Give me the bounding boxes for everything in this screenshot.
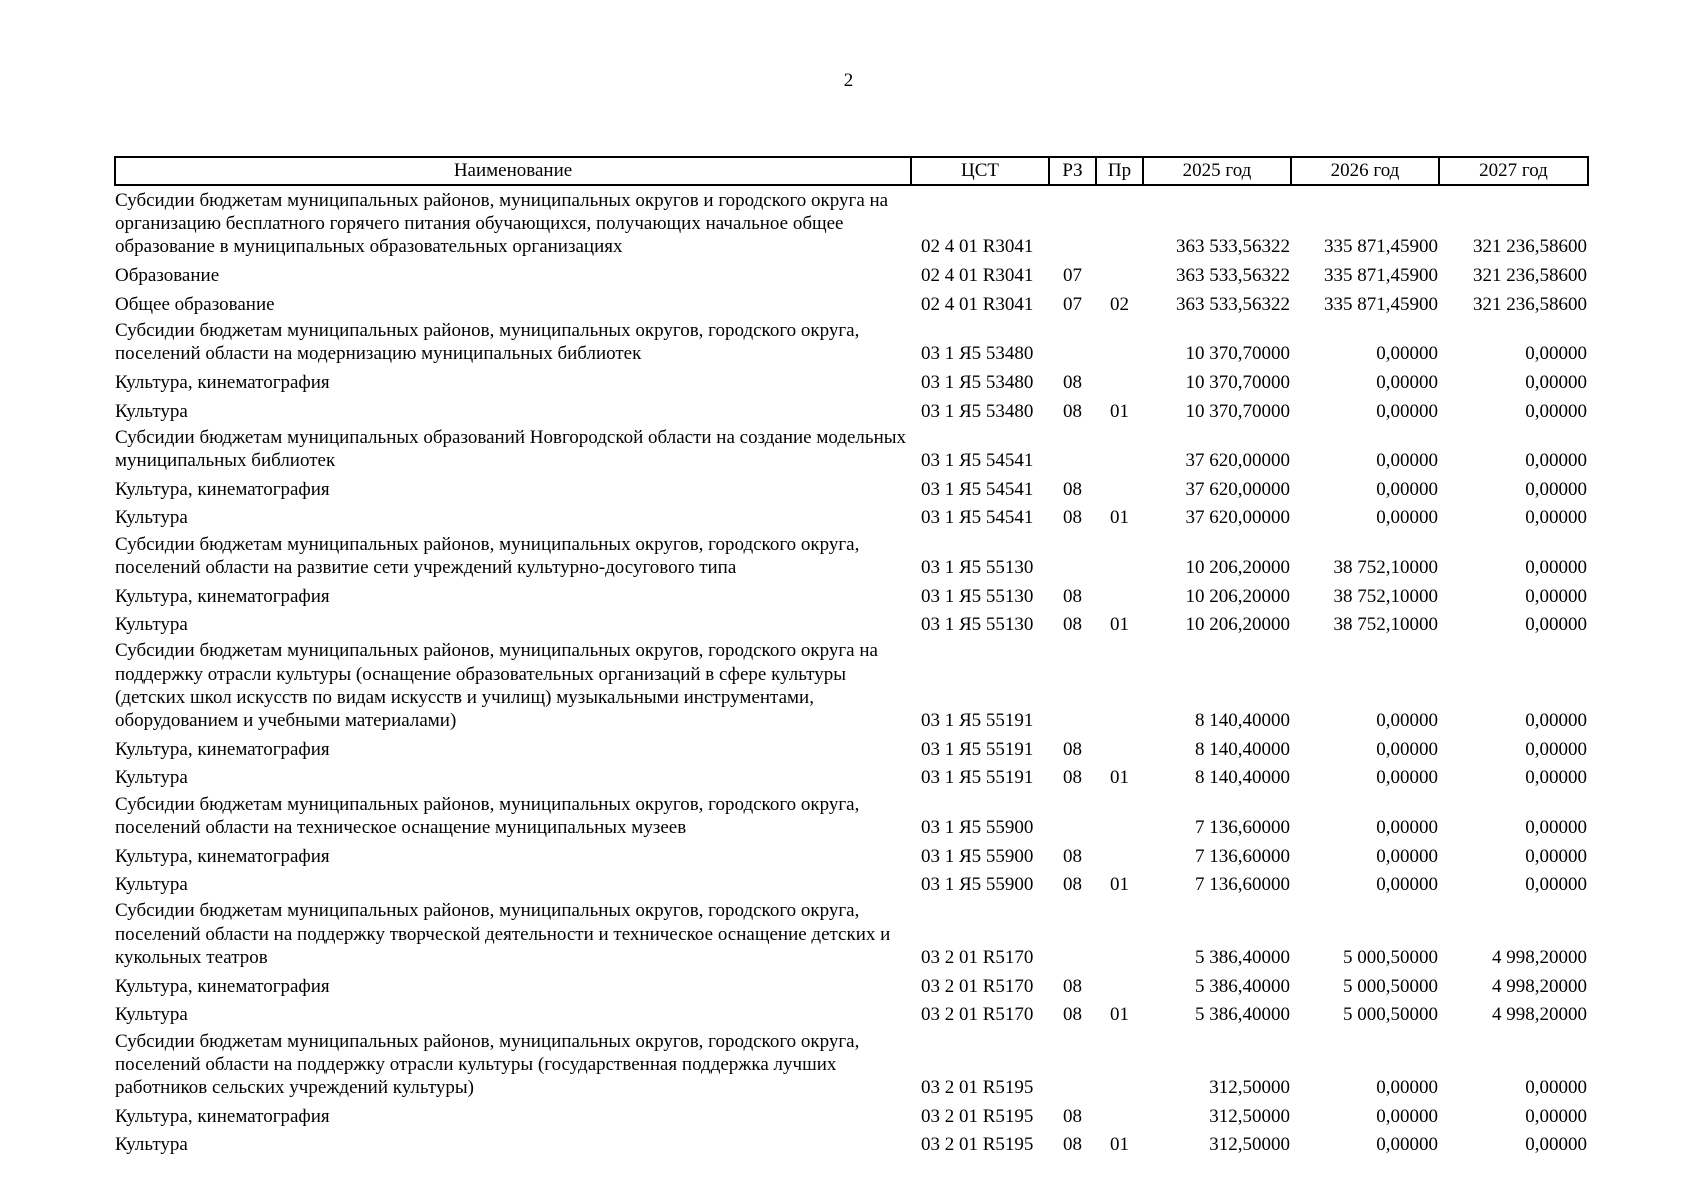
cell-cst: 03 1 Я5 55130 [921, 614, 1034, 636]
cell-2026: 0,00000 [1376, 874, 1438, 896]
cell-2027: 0,00000 [1525, 343, 1587, 365]
table-row [115, 1099, 1588, 1128]
cell-rz [1049, 316, 1096, 365]
cell-2027: 321 236,58600 [1473, 293, 1587, 315]
cell-2027: 0,00000 [1525, 710, 1587, 732]
cell-name: Культура, кинематография [115, 1105, 330, 1127]
cell-2026: 0,00000 [1376, 845, 1438, 867]
cell-pr: 01 [1110, 874, 1129, 896]
cell-2025: 363 533,56322 [1176, 293, 1290, 315]
cell-2026: 0,00000 [1376, 1134, 1438, 1156]
cell-rz [1049, 790, 1096, 839]
cell-name: Культура [115, 1004, 188, 1026]
table-row [115, 287, 1588, 316]
table-row [115, 530, 1588, 579]
cell-name: Культура, кинематография [115, 845, 330, 867]
cell-2027: 0,00000 [1525, 507, 1587, 529]
cell-rz: 08 [1063, 1004, 1082, 1026]
cell-2027: 0,00000 [1525, 478, 1587, 500]
table-header [115, 157, 1588, 185]
cell-name: Культура [115, 1134, 188, 1156]
table-row [115, 579, 1588, 608]
cell-2026: 335 871,45900 [1324, 265, 1438, 287]
cell-rz: 08 [1063, 400, 1082, 422]
cell-rz: 08 [1063, 975, 1082, 997]
cell-2027: 4 998,20000 [1492, 975, 1587, 997]
cell-2026: 0,00000 [1376, 400, 1438, 422]
cell-cst: 03 2 01 R5170 [921, 975, 1034, 997]
cell-name: Культура [115, 507, 188, 529]
table-row [115, 998, 1588, 1027]
cell-2027: 0,00000 [1525, 845, 1587, 867]
cell-pr [1096, 579, 1143, 608]
cell-2026: 0,00000 [1376, 371, 1438, 393]
cell-pr [1096, 259, 1143, 288]
cell-name: Субсидии бюджетам муниципальных районов, муниципальных округов, городского округа, поселений области на поддержку отрасли культуры (государственная поддержка лучших работников сельских учреждений культуры) [115, 1030, 860, 1098]
cell-2025: 312,50000 [1209, 1134, 1290, 1156]
cell-2027: 4 998,20000 [1492, 1004, 1587, 1026]
cell-pr: 01 [1110, 507, 1129, 529]
cell-rz [1049, 423, 1096, 472]
cell-cst: 03 2 01 R5170 [921, 1004, 1034, 1026]
cell-cst: 02 4 01 R3041 [921, 265, 1034, 287]
cell-rz: 08 [1063, 478, 1082, 500]
header-rz: РЗ [1049, 157, 1096, 185]
cell-cst: 03 1 Я5 55900 [921, 845, 1034, 867]
cell-2026: 0,00000 [1376, 738, 1438, 760]
cell-2025: 10 370,70000 [1185, 400, 1290, 422]
cell-2026: 5 000,50000 [1343, 1004, 1438, 1026]
cell-name: Культура [115, 874, 188, 896]
cell-pr [1096, 530, 1143, 579]
table-row [115, 636, 1588, 732]
table-row [115, 608, 1588, 637]
cell-pr [1096, 732, 1143, 761]
header-row [115, 157, 1588, 185]
table-row [115, 185, 1588, 259]
cell-pr: 01 [1110, 1004, 1129, 1026]
cell-2026: 335 871,45900 [1324, 293, 1438, 315]
budget-table [114, 156, 1589, 1157]
cell-cst: 03 1 Я5 54541 [921, 478, 1034, 500]
cell-2027: 0,00000 [1525, 874, 1587, 896]
cell-cst: 03 2 01 R5195 [921, 1076, 1034, 1098]
cell-name: Субсидии бюджетам муниципальных образований Новгородской области на создание модельных муниципальных библиотек [115, 426, 907, 472]
header-pr: Пр [1096, 157, 1143, 185]
cell-cst: 02 4 01 R3041 [921, 293, 1034, 315]
table-row [115, 394, 1588, 423]
cell-2026: 5 000,50000 [1343, 975, 1438, 997]
header-cst: ЦСТ [911, 157, 1049, 185]
cell-cst: 03 1 Я5 55900 [921, 874, 1034, 896]
table-row [115, 732, 1588, 761]
header-2026: 2026 год [1291, 157, 1439, 185]
cell-2025: 10 206,20000 [1185, 614, 1290, 636]
cell-rz: 08 [1063, 371, 1082, 393]
cell-2025: 7 136,60000 [1195, 874, 1290, 896]
cell-pr: 02 [1110, 293, 1129, 315]
cell-cst: 03 1 Я5 55130 [921, 585, 1034, 607]
cell-name: Культура, кинематография [115, 738, 330, 760]
cell-2027: 0,00000 [1525, 767, 1587, 789]
cell-pr [1096, 636, 1143, 732]
cell-2027: 321 236,58600 [1473, 265, 1587, 287]
cell-2026: 0,00000 [1376, 507, 1438, 529]
cell-2025: 37 620,00000 [1185, 450, 1290, 472]
cell-rz: 08 [1063, 585, 1082, 607]
cell-rz [1049, 636, 1096, 732]
cell-pr: 01 [1110, 614, 1129, 636]
cell-rz: 08 [1063, 507, 1082, 529]
table-row [115, 423, 1588, 472]
cell-rz: 08 [1063, 1134, 1082, 1156]
cell-cst: 03 2 01 R5195 [921, 1134, 1034, 1156]
cell-2025: 5 386,40000 [1195, 975, 1290, 997]
cell-rz: 08 [1063, 614, 1082, 636]
cell-2027: 0,00000 [1525, 816, 1587, 838]
cell-2025: 312,50000 [1209, 1105, 1290, 1127]
cell-2026: 0,00000 [1376, 450, 1438, 472]
cell-2025: 7 136,60000 [1195, 816, 1290, 838]
table-row [115, 896, 1588, 969]
cell-2027: 4 998,20000 [1492, 946, 1587, 968]
cell-2025: 363 533,56322 [1176, 265, 1290, 287]
cell-name: Культура, кинематография [115, 371, 330, 393]
cell-name: Культура, кинематография [115, 478, 330, 500]
cell-2025: 10 370,70000 [1185, 371, 1290, 393]
header-2025: 2025 год [1143, 157, 1291, 185]
page-number: 2 [843, 70, 854, 91]
cell-cst: 03 1 Я5 53480 [921, 343, 1034, 365]
cell-2025: 5 386,40000 [1195, 946, 1290, 968]
cell-2025: 8 140,40000 [1195, 767, 1290, 789]
cell-2026: 0,00000 [1376, 767, 1438, 789]
cell-2026: 0,00000 [1376, 816, 1438, 838]
cell-name: Образование [115, 265, 220, 287]
cell-pr [1096, 472, 1143, 501]
cell-cst: 02 4 01 R3041 [921, 236, 1034, 258]
cell-name: Субсидии бюджетам муниципальных районов, муниципальных округов, городского округа, поселений области на техническое оснащение муниципальных музеев [115, 793, 860, 838]
cell-rz [1049, 896, 1096, 969]
cell-2027: 321 236,58600 [1473, 236, 1587, 258]
cell-name: Культура [115, 614, 188, 636]
cell-name: Культура, кинематография [115, 975, 330, 997]
cell-rz: 08 [1063, 767, 1082, 789]
cell-rz [1049, 530, 1096, 579]
table-body [115, 185, 1588, 1157]
cell-rz: 07 [1063, 265, 1082, 287]
cell-name: Субсидии бюджетам муниципальных районов, муниципальных округов, городского округа, поселений области на модернизацию муниципальных библиотек [115, 320, 860, 365]
cell-2025: 10 206,20000 [1185, 585, 1290, 607]
cell-2027: 0,00000 [1525, 585, 1587, 607]
cell-2027: 0,00000 [1525, 371, 1587, 393]
cell-2026: 0,00000 [1376, 478, 1438, 500]
table-row [115, 969, 1588, 998]
cell-pr [1096, 365, 1143, 394]
cell-rz: 07 [1063, 293, 1082, 315]
table-row [115, 365, 1588, 394]
cell-pr [1096, 185, 1143, 259]
cell-pr [1096, 423, 1143, 472]
cell-rz: 08 [1063, 874, 1082, 896]
cell-cst: 03 1 Я5 55900 [921, 816, 1034, 838]
cell-2027: 0,00000 [1525, 1105, 1587, 1127]
cell-cst: 03 1 Я5 55191 [921, 710, 1034, 732]
cell-name: Субсидии бюджетам муниципальных районов, муниципальных округов, городского округа на поддержку отрасли культуры (оснащение образовательных организаций в сфере культуры (детских школ искусств по видам искусств и училищ) музыкальными инструментами, оборудованием и учебными материалами) [115, 640, 878, 732]
header-name: Наименование [115, 157, 911, 185]
cell-name: Общее образование [115, 293, 275, 315]
header-2027: 2027 год [1439, 157, 1588, 185]
cell-name: Культура [115, 400, 188, 422]
cell-rz: 08 [1063, 738, 1082, 760]
cell-name: Культура [115, 767, 188, 789]
cell-2027: 0,00000 [1525, 1076, 1587, 1098]
cell-2026: 0,00000 [1376, 1076, 1438, 1098]
cell-rz: 08 [1063, 1105, 1082, 1127]
cell-pr [1096, 1099, 1143, 1128]
cell-2026: 0,00000 [1376, 343, 1438, 365]
cell-2026: 38 752,10000 [1333, 556, 1438, 578]
table-row [115, 790, 1588, 839]
table-row [115, 259, 1588, 288]
cell-2025: 8 140,40000 [1195, 738, 1290, 760]
cell-2025: 7 136,60000 [1195, 845, 1290, 867]
cell-rz [1049, 185, 1096, 259]
table-row [115, 839, 1588, 868]
cell-2026: 38 752,10000 [1333, 614, 1438, 636]
cell-cst: 03 1 Я5 55191 [921, 738, 1034, 760]
cell-cst: 03 1 Я5 54541 [921, 507, 1034, 529]
cell-rz: 08 [1063, 845, 1082, 867]
table-row [115, 868, 1588, 897]
cell-2025: 10 206,20000 [1185, 556, 1290, 578]
cell-rz [1049, 1027, 1096, 1100]
table-row [115, 472, 1588, 501]
cell-2027: 0,00000 [1525, 614, 1587, 636]
cell-2025: 37 620,00000 [1185, 507, 1290, 529]
cell-cst: 03 1 Я5 54541 [921, 450, 1034, 472]
cell-pr [1096, 316, 1143, 365]
cell-cst: 03 1 Я5 53480 [921, 371, 1034, 393]
cell-pr: 01 [1110, 400, 1129, 422]
cell-name: Субсидии бюджетам муниципальных районов, муниципальных округов и городского округа на организацию бесплатного горячего питания обучающихся, получающих начальное общее образование в муниципальных образовательных организациях [115, 190, 889, 258]
cell-2027: 0,00000 [1525, 556, 1587, 578]
table-row [115, 761, 1588, 790]
cell-pr [1096, 969, 1143, 998]
table-row [115, 316, 1588, 365]
cell-name: Культура, кинематография [115, 585, 330, 607]
cell-2027: 0,00000 [1525, 738, 1587, 760]
cell-cst: 03 2 01 R5195 [921, 1105, 1034, 1127]
cell-2026: 5 000,50000 [1343, 946, 1438, 968]
cell-cst: 03 1 Я5 55191 [921, 767, 1034, 789]
cell-2025: 5 386,40000 [1195, 1004, 1290, 1026]
cell-2025: 10 370,70000 [1185, 343, 1290, 365]
cell-2025: 37 620,00000 [1185, 478, 1290, 500]
cell-pr [1096, 1027, 1143, 1100]
cell-2025: 312,50000 [1209, 1076, 1290, 1098]
cell-2026: 0,00000 [1376, 1105, 1438, 1127]
cell-2026: 0,00000 [1376, 710, 1438, 732]
cell-2027: 0,00000 [1525, 400, 1587, 422]
cell-cst: 03 1 Я5 55130 [921, 556, 1034, 578]
cell-2025: 363 533,56322 [1176, 236, 1290, 258]
table-row [115, 501, 1588, 530]
cell-2027: 0,00000 [1525, 450, 1587, 472]
cell-2026: 335 871,45900 [1324, 236, 1438, 258]
table-row [115, 1128, 1588, 1157]
cell-cst: 03 2 01 R5170 [921, 946, 1034, 968]
cell-name: Субсидии бюджетам муниципальных районов, муниципальных округов, городского округа, поселений области на развитие сети учреждений культурно-досугового типа [115, 533, 860, 578]
cell-2027: 0,00000 [1525, 1134, 1587, 1156]
cell-name: Субсидии бюджетам муниципальных районов, муниципальных округов, городского округа, поселений области на поддержку творческой деятельности и техническое оснащение детских и кукольных театров [115, 900, 891, 968]
cell-pr [1096, 839, 1143, 868]
cell-pr [1096, 896, 1143, 969]
cell-pr: 01 [1110, 767, 1129, 789]
cell-pr [1096, 790, 1143, 839]
cell-pr: 01 [1110, 1134, 1129, 1156]
cell-cst: 03 1 Я5 53480 [921, 400, 1034, 422]
cell-2025: 8 140,40000 [1195, 710, 1290, 732]
table-row [115, 1027, 1588, 1100]
cell-2026: 38 752,10000 [1333, 585, 1438, 607]
